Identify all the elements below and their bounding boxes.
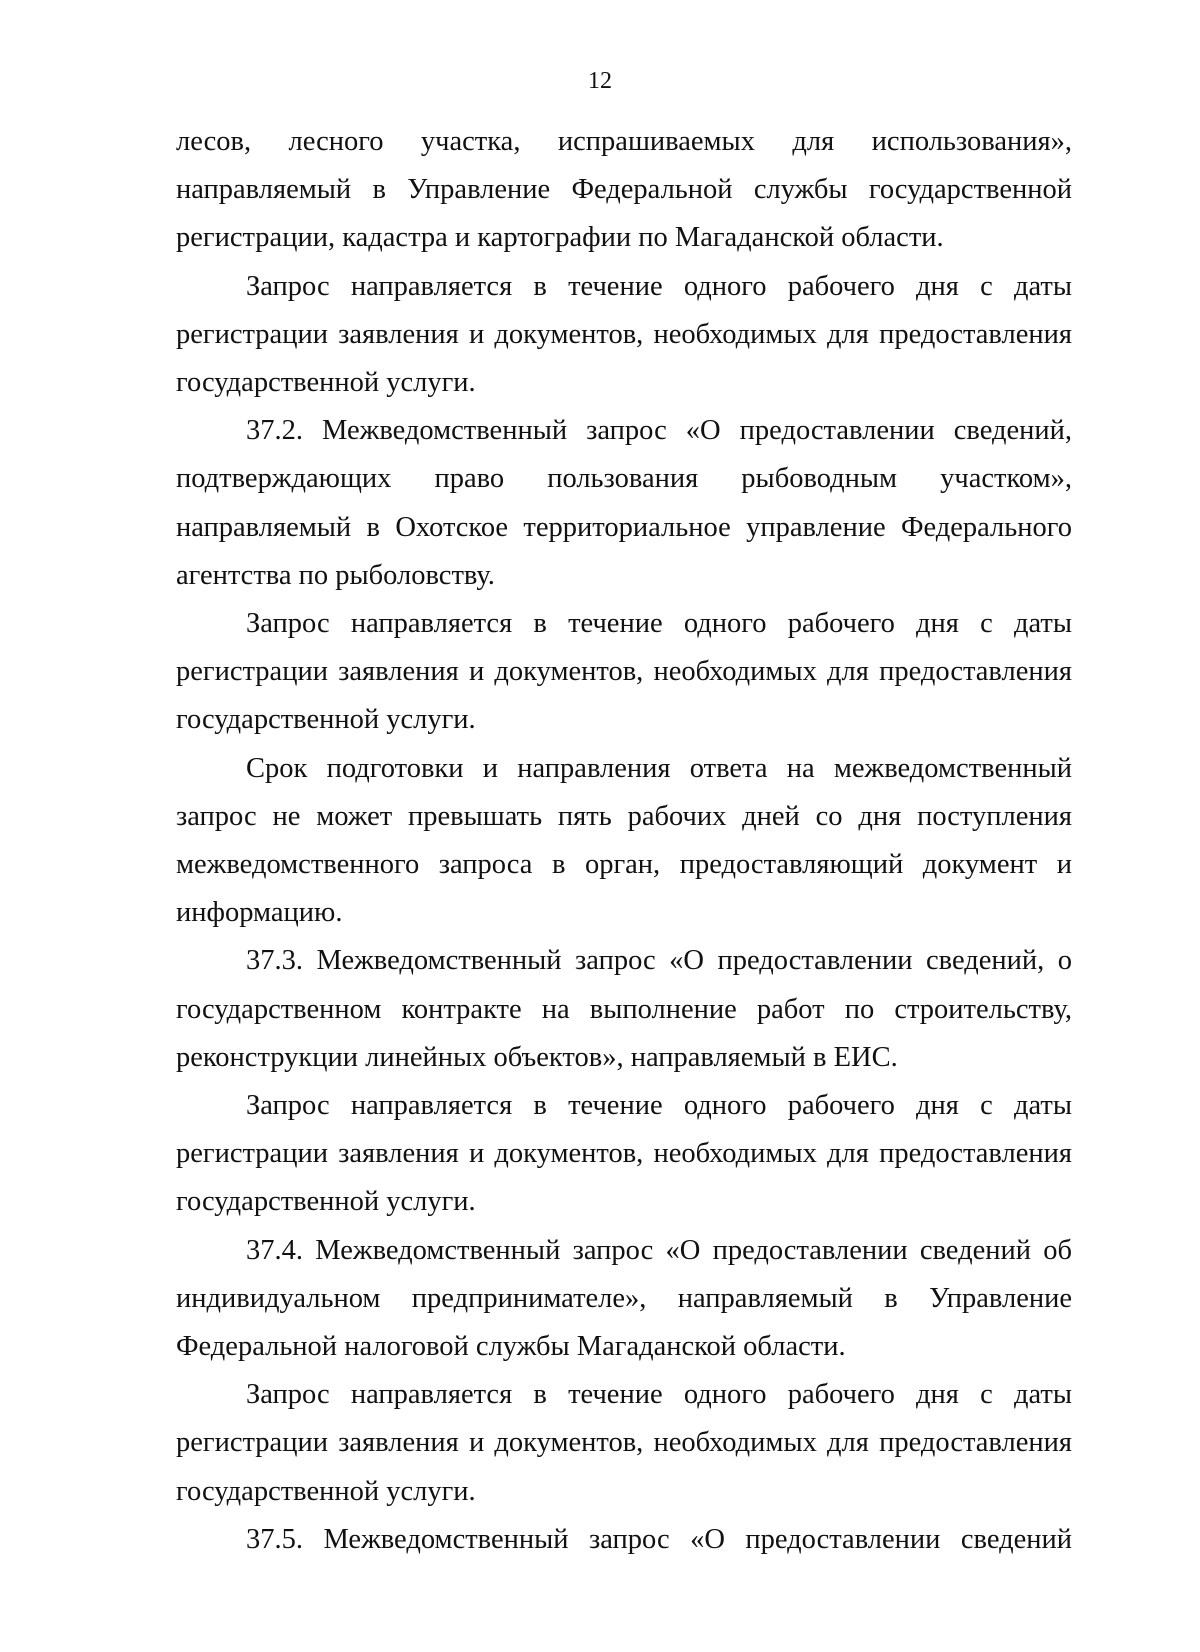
paragraph-37-3: 37.3. Межведомственный запрос «О предоставлении сведений, о государственном контракте на выполнение работ по строительству, реконструкции линейных объектов», направляемый в ЕИС. [176, 945, 1072, 1073]
paragraph: Запрос направляется в течение одного рабочего дня с даты регистрации заявления и документов, необходимых для предоставления государственной услуги. [176, 1379, 1072, 1507]
paragraph: Срок подготовки и направления ответа на межведомственный запрос не может превышать пять рабочих дней со дня поступления межведомственного запроса в орган, предоставляющий документ и информацию. [176, 752, 1072, 929]
paragraph-37-2: 37.2. Межведомственный запрос «О предоставлении сведений, подтверждающих право пользования рыбоводным участком», направляемый в Охотское территориальное управление Федерального агентства по рыболовству. [176, 415, 1072, 591]
document-body [176, 118, 1072, 1564]
paragraph: Запрос направляется в течение одного рабочего дня с даты регистрации заявления и документов, необходимых для предоставления государственной услуги. [176, 270, 1072, 399]
paragraph-37-4: 37.4. Межведомственный запрос «О предоставлении сведений об индивидуальном предпринимателе», направляемый в Управление Федеральной налоговой службы Магаданской области. [176, 1234, 1072, 1363]
paragraph-37-5: 37.5. Межведомственный запрос «О предоставлении сведений [246, 1523, 1072, 1555]
paragraph: Запрос направляется в течение одного рабочего дня с даты регистрации заявления и документов, необходимых для предоставления государственной услуги. [176, 608, 1072, 736]
paragraph: Запрос направляется в течение одного рабочего дня с даты регистрации заявления и документов, необходимых для предоставления государственной услуги. [176, 1090, 1072, 1218]
page-number: 12 [588, 68, 612, 94]
paragraph-continued: лесов, лесного участка, испрашиваемых для использования», направляемый в Управление Федеральной службы государственной регистрации, кадастра и картографии по Магаданской области. [176, 126, 1072, 254]
